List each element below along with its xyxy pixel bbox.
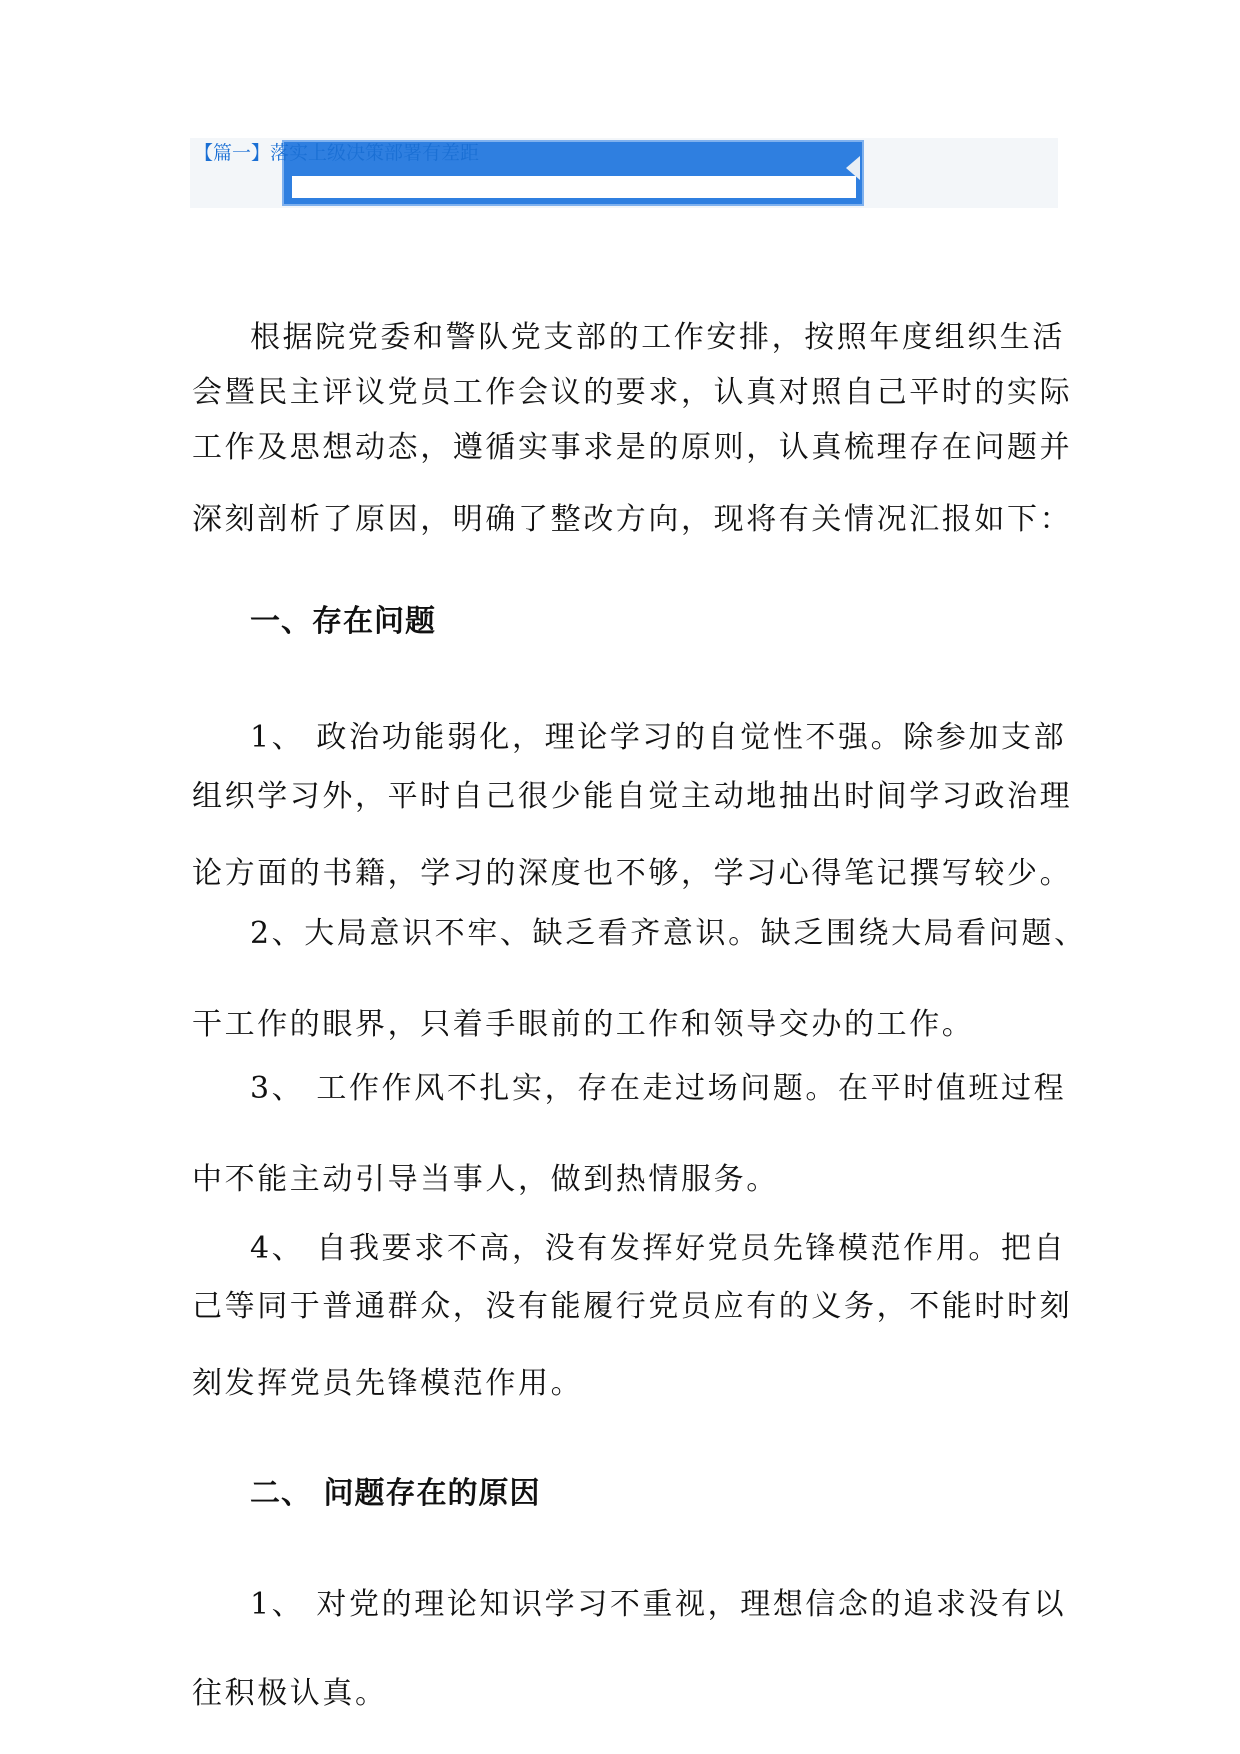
- banner-bar-inner: [292, 176, 856, 198]
- s1-item4-line-3: 刻发挥党员先锋模范作用。: [192, 1366, 584, 1401]
- banner-title[interactable]: 【篇一】落实上级决策部署有差距: [194, 142, 480, 164]
- banner-notch-icon: [846, 156, 860, 180]
- intro-line-1: 根据院党委和警队党支部的工作安排，按照年度组织生活: [250, 320, 1065, 355]
- s1-item1-line-2: 组织学习外，平时自己很少能自觉主动地抽出时间学习政治理: [192, 779, 1073, 814]
- s1-item4-line-1: 4、 自我要求不高，没有发挥好党员先锋模范作用。把自: [250, 1231, 1067, 1266]
- intro-line-2: 会暨民主评议党员工作会议的要求，认真对照自己平时的实际: [192, 375, 1073, 410]
- s2-item1-line-1: 1、 对党的理论知识学习不重视，理想信念的追求没有以: [250, 1587, 1067, 1622]
- s1-item2-line-1: 2、大局意识不牢、缺乏看齐意识。缺乏围绕大局看问题、: [250, 916, 1087, 951]
- s1-item4-line-2: 己等同于普通群众，没有能履行党员应有的义务，不能时时刻: [192, 1289, 1073, 1324]
- article-banner: [190, 138, 1058, 208]
- s1-item2-line-2: 干工作的眼界，只着手眼前的工作和领导交办的工作。: [192, 1007, 975, 1042]
- section2-heading: 二、 问题存在的原因: [250, 1476, 541, 1511]
- s1-item3-line-1: 3、 工作作风不扎实，存在走过场问题。在平时值班过程: [250, 1071, 1067, 1106]
- s1-item1-line-3: 论方面的书籍，学习的深度也不够，学习心得笔记撰写较少。: [192, 856, 1073, 891]
- s2-item1-line-2: 往积极认真。: [192, 1676, 388, 1711]
- intro-line-4: 深刻剖析了原因，明确了整改方向，现将有关情况汇报如下：: [192, 502, 1073, 537]
- intro-line-3: 工作及思想动态，遵循实事求是的原则，认真梳理存在问题并: [192, 430, 1073, 465]
- s1-item1-line-1: 1、 政治功能弱化，理论学习的自觉性不强。除参加支部: [250, 720, 1067, 755]
- s1-item3-line-2: 中不能主动引导当事人，做到热情服务。: [192, 1162, 779, 1197]
- section1-heading: 一、存在问题: [250, 604, 436, 639]
